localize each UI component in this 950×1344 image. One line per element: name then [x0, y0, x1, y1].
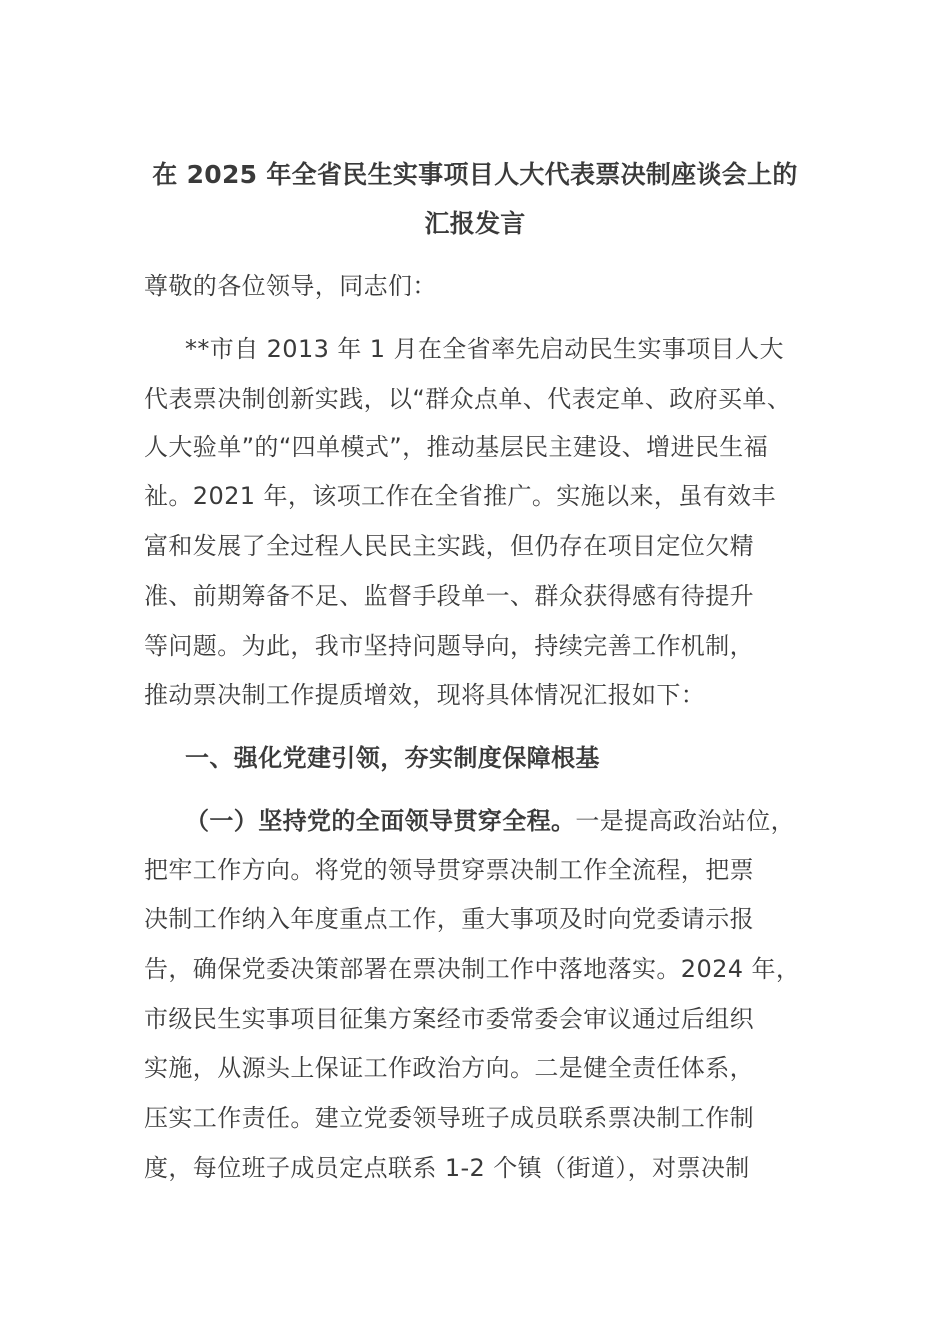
- subsection-line: 市级民生实事项目征集方案经市委常委会审议通过后组织: [144, 1005, 754, 1033]
- intro-line: 人大验单”的“四单模式”，推动基层民主建设、增进民生福: [144, 433, 769, 461]
- greeting: 尊敬的各位领导，同志们：: [144, 272, 437, 300]
- intro-line: 准、前期筹备不足、监督手段单一、群众获得感有待提升: [144, 582, 754, 610]
- subsection-line: 压实工作责任。建立党委领导班子成员联系票决制工作制: [144, 1104, 754, 1132]
- intro-line: 代表票决制创新实践，以“群众点单、代表定单、政府买单、: [144, 385, 792, 413]
- subsection-first-line-text: 一是提高政治站位，: [575, 807, 796, 835]
- section-heading: 一、强化党建引领，夯实制度保障根基: [185, 744, 600, 772]
- document-title-line-2: 汇报发言: [424, 209, 526, 238]
- subsection-line: 把牢工作方向。将党的领导贯穿票决制工作全流程，把票: [144, 856, 754, 884]
- subsection-line: 决制工作纳入年度重点工作，重大事项及时向党委请示报: [144, 905, 754, 933]
- intro-line: 等问题。为此，我市坚持问题导向，持续完善工作机制，: [144, 632, 754, 660]
- subsection-line: 度，每位班子成员定点联系 1-2 个镇（街道），对票决制: [144, 1154, 750, 1182]
- intro-line: 富和发展了全过程人民民主实践，但仍存在项目定位欠精: [144, 532, 754, 560]
- subsection-heading: （一）坚持党的全面领导贯穿全程。: [185, 807, 576, 835]
- subsection-first-line: [185, 806, 795, 836]
- subsection-line: 实施，从源头上保证工作政治方向。二是健全责任体系，: [144, 1054, 754, 1082]
- intro-line: **市自 2013 年 1 月在全省率先启动民生实事项目人大: [185, 335, 784, 363]
- subsection-line: 告，确保党委决策部署在票决制工作中落地落实。2024 年，: [144, 955, 801, 983]
- intro-line: 祉。2021 年，该项工作在全省推广。实施以来，虽有效丰: [144, 482, 776, 510]
- intro-line: 推动票决制工作提质增效，现将具体情况汇报如下：: [144, 681, 706, 709]
- document-title-line-1: 在 2025 年全省民生实事项目人大代表票决制座谈会上的: [152, 160, 798, 189]
